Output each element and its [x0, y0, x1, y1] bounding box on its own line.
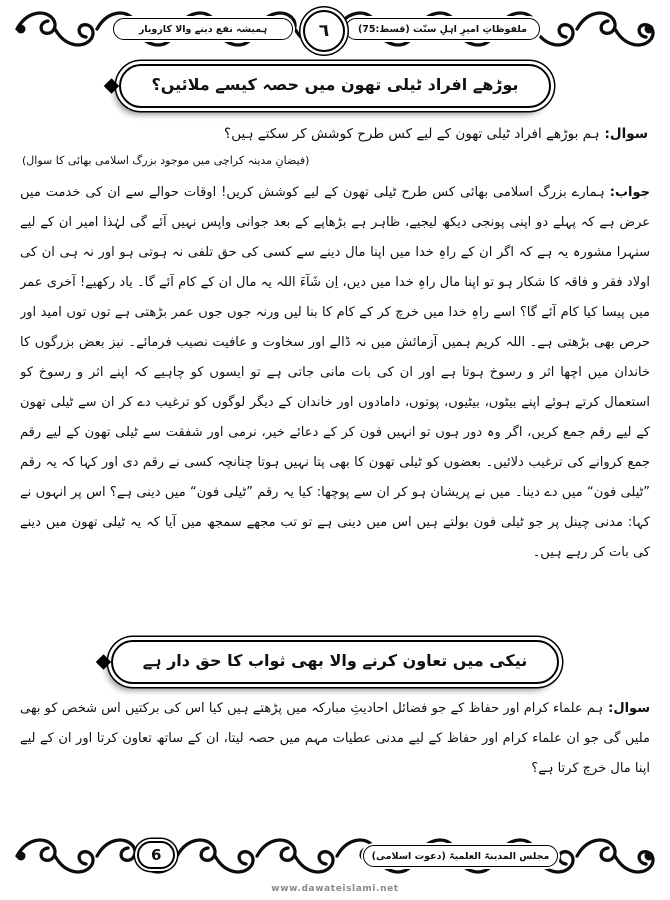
bottom-panel: مجلس المدینۃ العلمیۃ (دعوت اسلامی)	[363, 845, 558, 867]
page-number-top: ٦	[303, 10, 345, 52]
heading-banner-1	[0, 64, 670, 108]
answer-1	[20, 178, 650, 628]
top-right-panel: ملفوظاتِ امیرِ اہلِ سنّت (قسط:75)	[345, 18, 540, 40]
bottom-zone	[0, 829, 670, 900]
question-1	[22, 120, 648, 148]
ornament-flourish-icon	[15, 833, 655, 879]
question-2-label: سوال:	[608, 701, 650, 716]
answer-1-label: جواب:	[609, 185, 650, 200]
heading-banner-2	[0, 640, 670, 684]
question-1-text: ہم بوڑھے افراد ٹیلی تھون کے لیے کس طرح کوشش کر سکتے ہیں؟	[224, 126, 600, 142]
answer-1-text: ہمارے بزرگ اسلامی بھائی کس طرح ٹیلی تھون کے لیے کوشش کریں! اوقات حوالے سے ان کی خدمت میں عرض ہے کہ پہلے دو اپنی پونجی دیکھ لیجیے، ظاہر ہے بڑھاپے کے بعد جوانی واپس نہیں آئے گی لہٰذا امیر ان کے لیے سنہرا مشورہ یہ ہے کہ اگر ان کے راہِ خدا میں اپنا مال دینے سے کسی کی حق تلفی نہ ہوتی ہو اور نہ ہی ان کی اولاد فقر و فاقہ کا شکار ہو تو اپنا مال راہِ خدا میں دیں، اِن شَآءَ اللہ یہ مال ان کے کام آئے گا۔ یاد رکھیے! آخری عمر میں پیسا کیا کام آئے گا؟ اسے راہِ خدا میں خرچ کر کے کام کا بنا لیں ورنہ جوں جوں عمر بڑھتی ہے توں توں امید اور حرص بھی بڑھتی ہے۔ اللہ کریم ہمیں آزمائش میں نہ ڈالے اور سخاوت و عافیت نصیب فرمائے۔ نیز بعض بزرگوں کا خاندان میں اچھا اثر و رسوخ ہوتا ہے اور ان کی بات مانی جاتی ہے تو ایسوں کو چاہیے کہ اپنے اثر و رسوخ کو استعمال کرتے ہوئے اپنے بیٹوں، بیٹیوں، پوتوں، دامادوں اور خاندان کے دیگر لوگوں کو ترغیب دے کر ان سے ٹیلی تھون کے لیے رقم جمع کریں، اگر وہ دور ہوں تو انہیں فون کر کے دعائے خیر، نرمی اور شفقت سے ٹیلی تھون کے لیے رقم جمع کروانے کی ترغیب دلائیں۔ بعضوں کو ٹیلی تھون کا بھی پتا نہیں ہوتا چنانچہ کسی نے رقم دی اور کہا کہ یہ رقم ”ٹیلی فون“ میں دے دینا۔ میں نے پریشان ہو کر ان سے پوچھا: کیا یہ رقم ”ٹیلی فون“ میں دینی ہے؟ اس پر انہوں نے کہا: مدنی چینل پر جو ٹیلی فون بولتے ہیں اس میں دینی ہے تو تب مجھے سمجھ میں آیا کہ یہ ٹیلی تھون میں دینے کی بات کر رہے ہیں۔	[20, 185, 650, 560]
bottom-ornament-bar	[15, 833, 655, 879]
heading-1-text: بوڑھے افراد ٹیلی تھون میں حصہ کیسے ملائیں؟	[119, 64, 550, 108]
question-2-text: ہم علماء کرام اور حفاظ کے جو فضائل احادیثِ مبارکہ میں پڑھتے ہیں کیا اس کی برکتیں اس شخص کو بھی ملیں گی جو ان علماء کرام اور حفاظ کے لیے مدنی عطیات مہم میں حصہ لیتا، ان کے ساتھ تعاون کرتا اور ان کے لیے اپنا مال خرچ کرتا ہے؟	[20, 701, 650, 776]
top-left-panel: ہمیشہ نفع دینے والا کاروبار	[113, 18, 293, 40]
heading-2-text: نیکی میں تعاون کرنے والا بھی ثواب کا حق دار ہے	[111, 640, 559, 684]
page-number-bottom: 6	[137, 841, 175, 869]
question-1-label: سوال:	[604, 126, 648, 142]
footer-url: www.dawateislami.net	[271, 884, 399, 894]
question-2	[20, 694, 650, 820]
top-ornament-bar	[15, 6, 655, 52]
question-1-source: (فیضانِ مدینہ کراچی میں موجود بزرگ اسلامی بھائی کا سوال)	[22, 154, 310, 167]
